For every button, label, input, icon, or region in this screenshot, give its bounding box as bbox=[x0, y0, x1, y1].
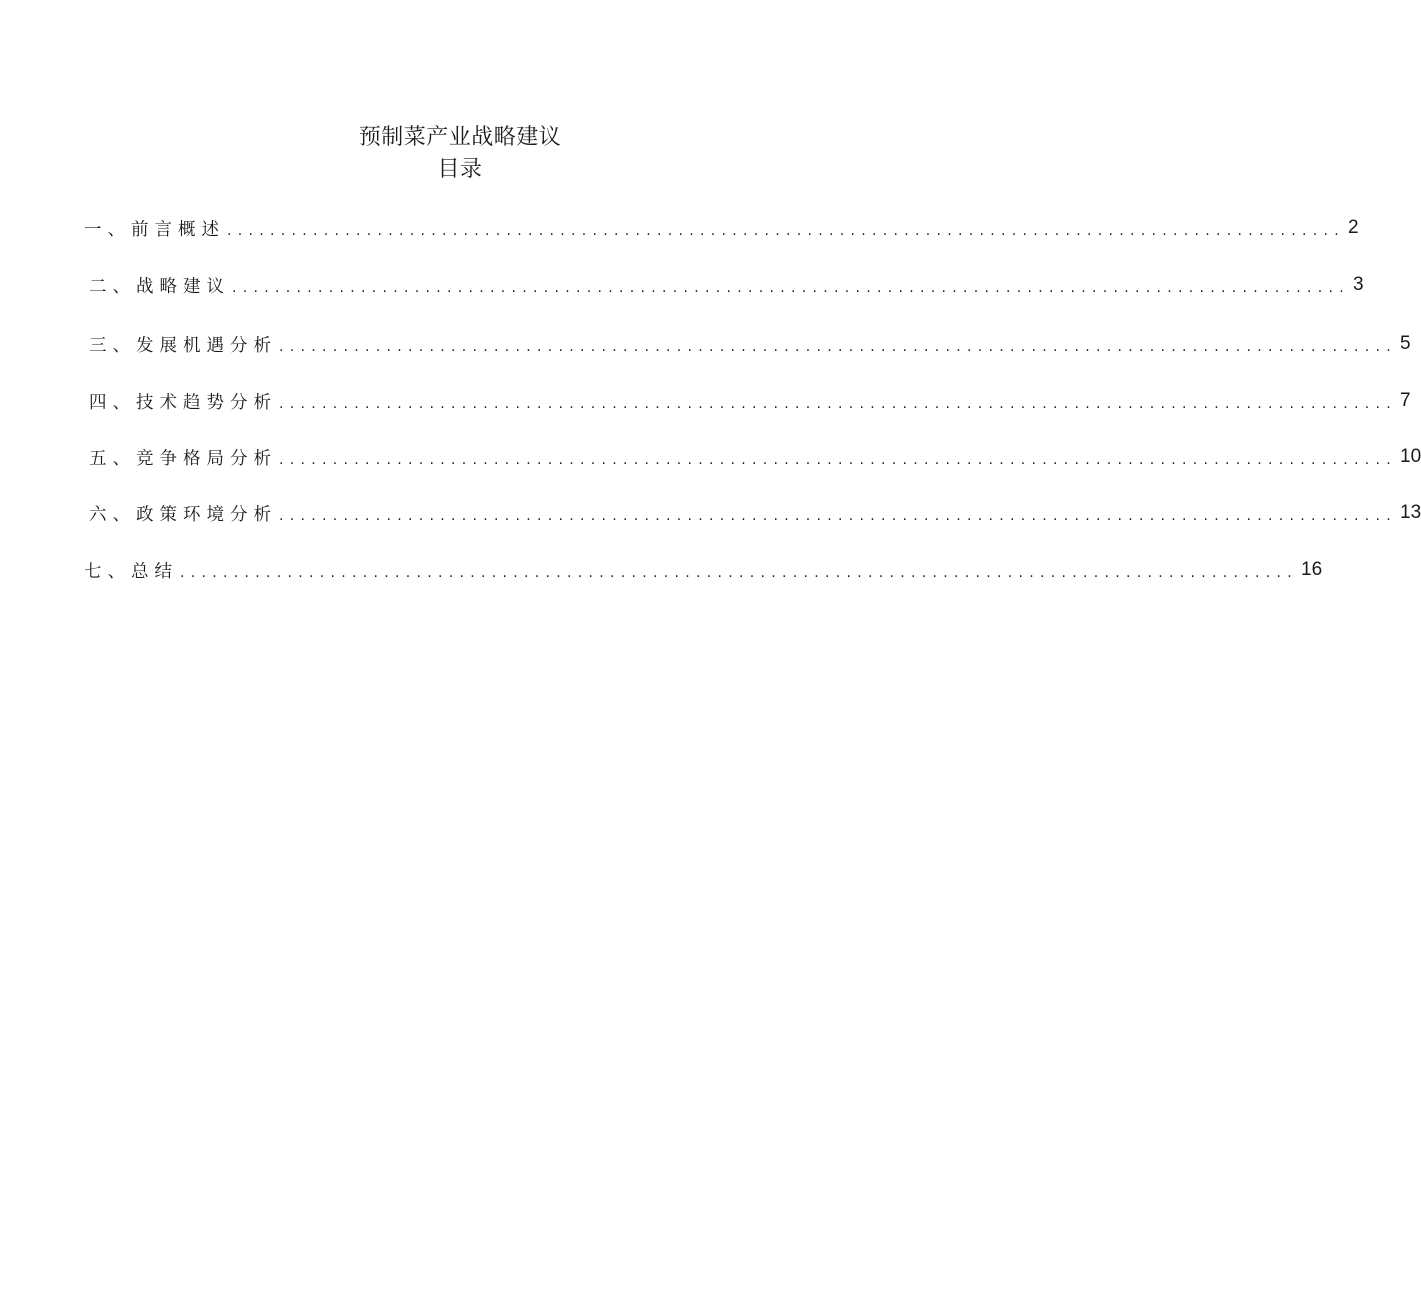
toc-dot-leader: ........................................................................................................ bbox=[232, 280, 1351, 296]
toc-entry-page: 16 bbox=[1301, 559, 1323, 580]
toc-entry-page: 10 bbox=[1400, 446, 1421, 467]
toc-entry-page: 2 bbox=[1348, 217, 1359, 238]
toc-dot-leader: ........................................................................................................ bbox=[180, 565, 1299, 581]
toc-entry-page: 5 bbox=[1400, 333, 1411, 354]
toc-entry[interactable] bbox=[84, 557, 1323, 583]
toc-entry-label: 六、政策环境分析 bbox=[89, 504, 277, 525]
toc-entry[interactable] bbox=[89, 500, 1421, 526]
toc-entry[interactable] bbox=[89, 272, 1364, 298]
toc-entry-label: 一、前言概述 bbox=[84, 219, 225, 240]
toc-dot-leader: ........................................................................................................ bbox=[227, 223, 1346, 239]
toc-entry-page: 7 bbox=[1400, 390, 1411, 411]
toc-dot-leader: ........................................................................................................ bbox=[279, 452, 1398, 468]
toc-entry-label: 七、总结 bbox=[84, 561, 178, 582]
toc-dot-leader: ........................................................................................................ bbox=[279, 508, 1398, 524]
toc-heading: 目录 bbox=[437, 157, 483, 182]
document-title: 预制菜产业战略建议 bbox=[358, 125, 562, 150]
toc-entry-label: 三、发展机遇分析 bbox=[89, 335, 277, 356]
toc-entry[interactable] bbox=[89, 444, 1421, 470]
toc-dot-leader: ........................................................................................................ bbox=[279, 339, 1398, 355]
toc-entry-page: 3 bbox=[1353, 274, 1364, 295]
toc-entry-label: 五、竞争格局分析 bbox=[89, 448, 277, 469]
toc-entry-page: 13 bbox=[1400, 502, 1421, 523]
toc-entry[interactable] bbox=[89, 331, 1411, 357]
toc-entry-label: 二、战略建议 bbox=[89, 276, 230, 297]
toc-entry[interactable] bbox=[84, 215, 1359, 241]
toc-entry-label: 四、技术趋势分析 bbox=[89, 392, 277, 413]
toc-dot-leader: ........................................................................................................ bbox=[279, 396, 1398, 412]
toc-entry[interactable] bbox=[89, 388, 1411, 414]
